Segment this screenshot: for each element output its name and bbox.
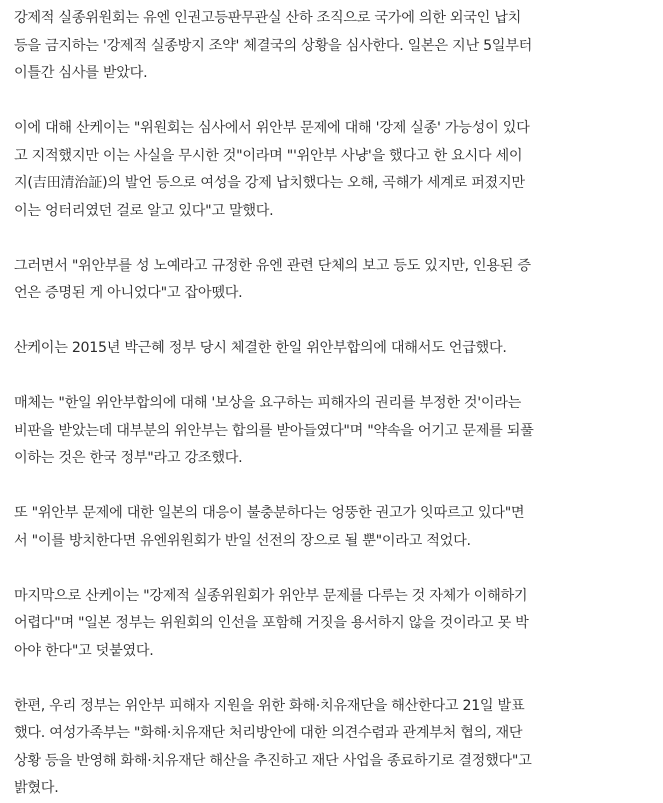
- text-line: 상황 등을 반영해 화해·치유재단 해산을 추진하고 재단 사업을 종료하기로 결정했다"고: [14, 752, 532, 769]
- text-line: 이에 대해 산케이는 "위원회는 심사에서 위안부 문제에 대해 '강제 실종' 가능성이 있다: [14, 120, 530, 136]
- text-line: 비판을 받았는데 대부분의 위안부는 합의를 받아들였다"며 "약속을 어기고 문제를 되풀: [14, 422, 534, 439]
- text-line: 어렵다"며 "일본 정부는 위원회의 인선을 포함해 거짓을 용서하지 않을 것이라고 못 박: [14, 615, 529, 631]
- text-line: 그러면서 "위안부를 성 노예라고 규정한 유엔 관련 단체의 보고 등도 있지만, 인용된 증: [14, 257, 531, 274]
- text-line: 아야 한다"고 덧붙였다.: [14, 642, 154, 659]
- text-line: 이틀간 심사를 받았다.: [14, 65, 148, 81]
- text-line: 한편, 우리 정부는 위안부 피해자 지원을 위한 화해·치유재단을 해산한다고 21일 발표: [14, 697, 525, 714]
- text-line: 언은 증명된 게 아니었다"고 잡아뗐다.: [14, 285, 243, 301]
- text-line: 마지막으로 산케이는 "강제적 실종위원회가 위안부 문제를 다루는 것 자체가 이해하기: [14, 587, 528, 604]
- paragraph-6: [14, 500, 655, 555]
- paragraph-4: [14, 335, 655, 363]
- text-line: 강제적 실종위원회는 유엔 인권고등판무관실 산하 조직으로 국가에 의한 외국인 납치: [14, 10, 522, 26]
- text-line: 산케이는 2015년 박근혜 정부 당시 체결한 한일 위안부합의에 대해서도 언급했다.: [14, 340, 507, 356]
- paragraph-8: [14, 693, 655, 803]
- text-line: 등을 금지하는 '강제적 실종방지 조약' 체결국의 상황을 심사한다. 일본은 지난 5일부터: [14, 37, 533, 54]
- text-line: 이하는 것은 한국 정부"라고 강조했다.: [14, 450, 243, 466]
- paragraph-5: [14, 390, 655, 473]
- text-line: 또 "위안부 문제에 대한 일본의 대응이 불충분하다는 엉뚱한 권고가 잇따르고 있다"면: [14, 505, 525, 521]
- paragraph-1: [14, 5, 655, 88]
- text-line: 밝혔다.: [14, 780, 59, 796]
- text-line: 했다. 여성가족부는 "화해·치유재단 처리방안에 대한 의견수렴과 관계부처 협의, 재단: [14, 725, 523, 741]
- text-line: 고 지적했지만 이는 사실을 무시한 것"이라며 "'위안부 사냥'을 했다고 한 요시다 세이: [14, 147, 523, 164]
- paragraph-7: [14, 583, 655, 666]
- text-line: 매체는 "한일 위안부합의에 대해 '보상을 요구하는 피해자의 권리를 부정한 것'이라는: [14, 395, 522, 411]
- text-line: 이는 엉터리였던 걸로 알고 있다"고 말했다.: [14, 202, 274, 219]
- text-line: 지(吉田清治証)의 발언 등으로 여성을 강제 납치했다는 오해, 곡해가 세계로 퍼졌지만: [14, 175, 525, 191]
- paragraph-2: [14, 115, 655, 225]
- paragraph-3: [14, 253, 655, 308]
- text-line: 서 "이를 방치한다면 유엔위원회가 반일 선전의 장으로 될 뿐"이라고 적었다.: [14, 532, 471, 549]
